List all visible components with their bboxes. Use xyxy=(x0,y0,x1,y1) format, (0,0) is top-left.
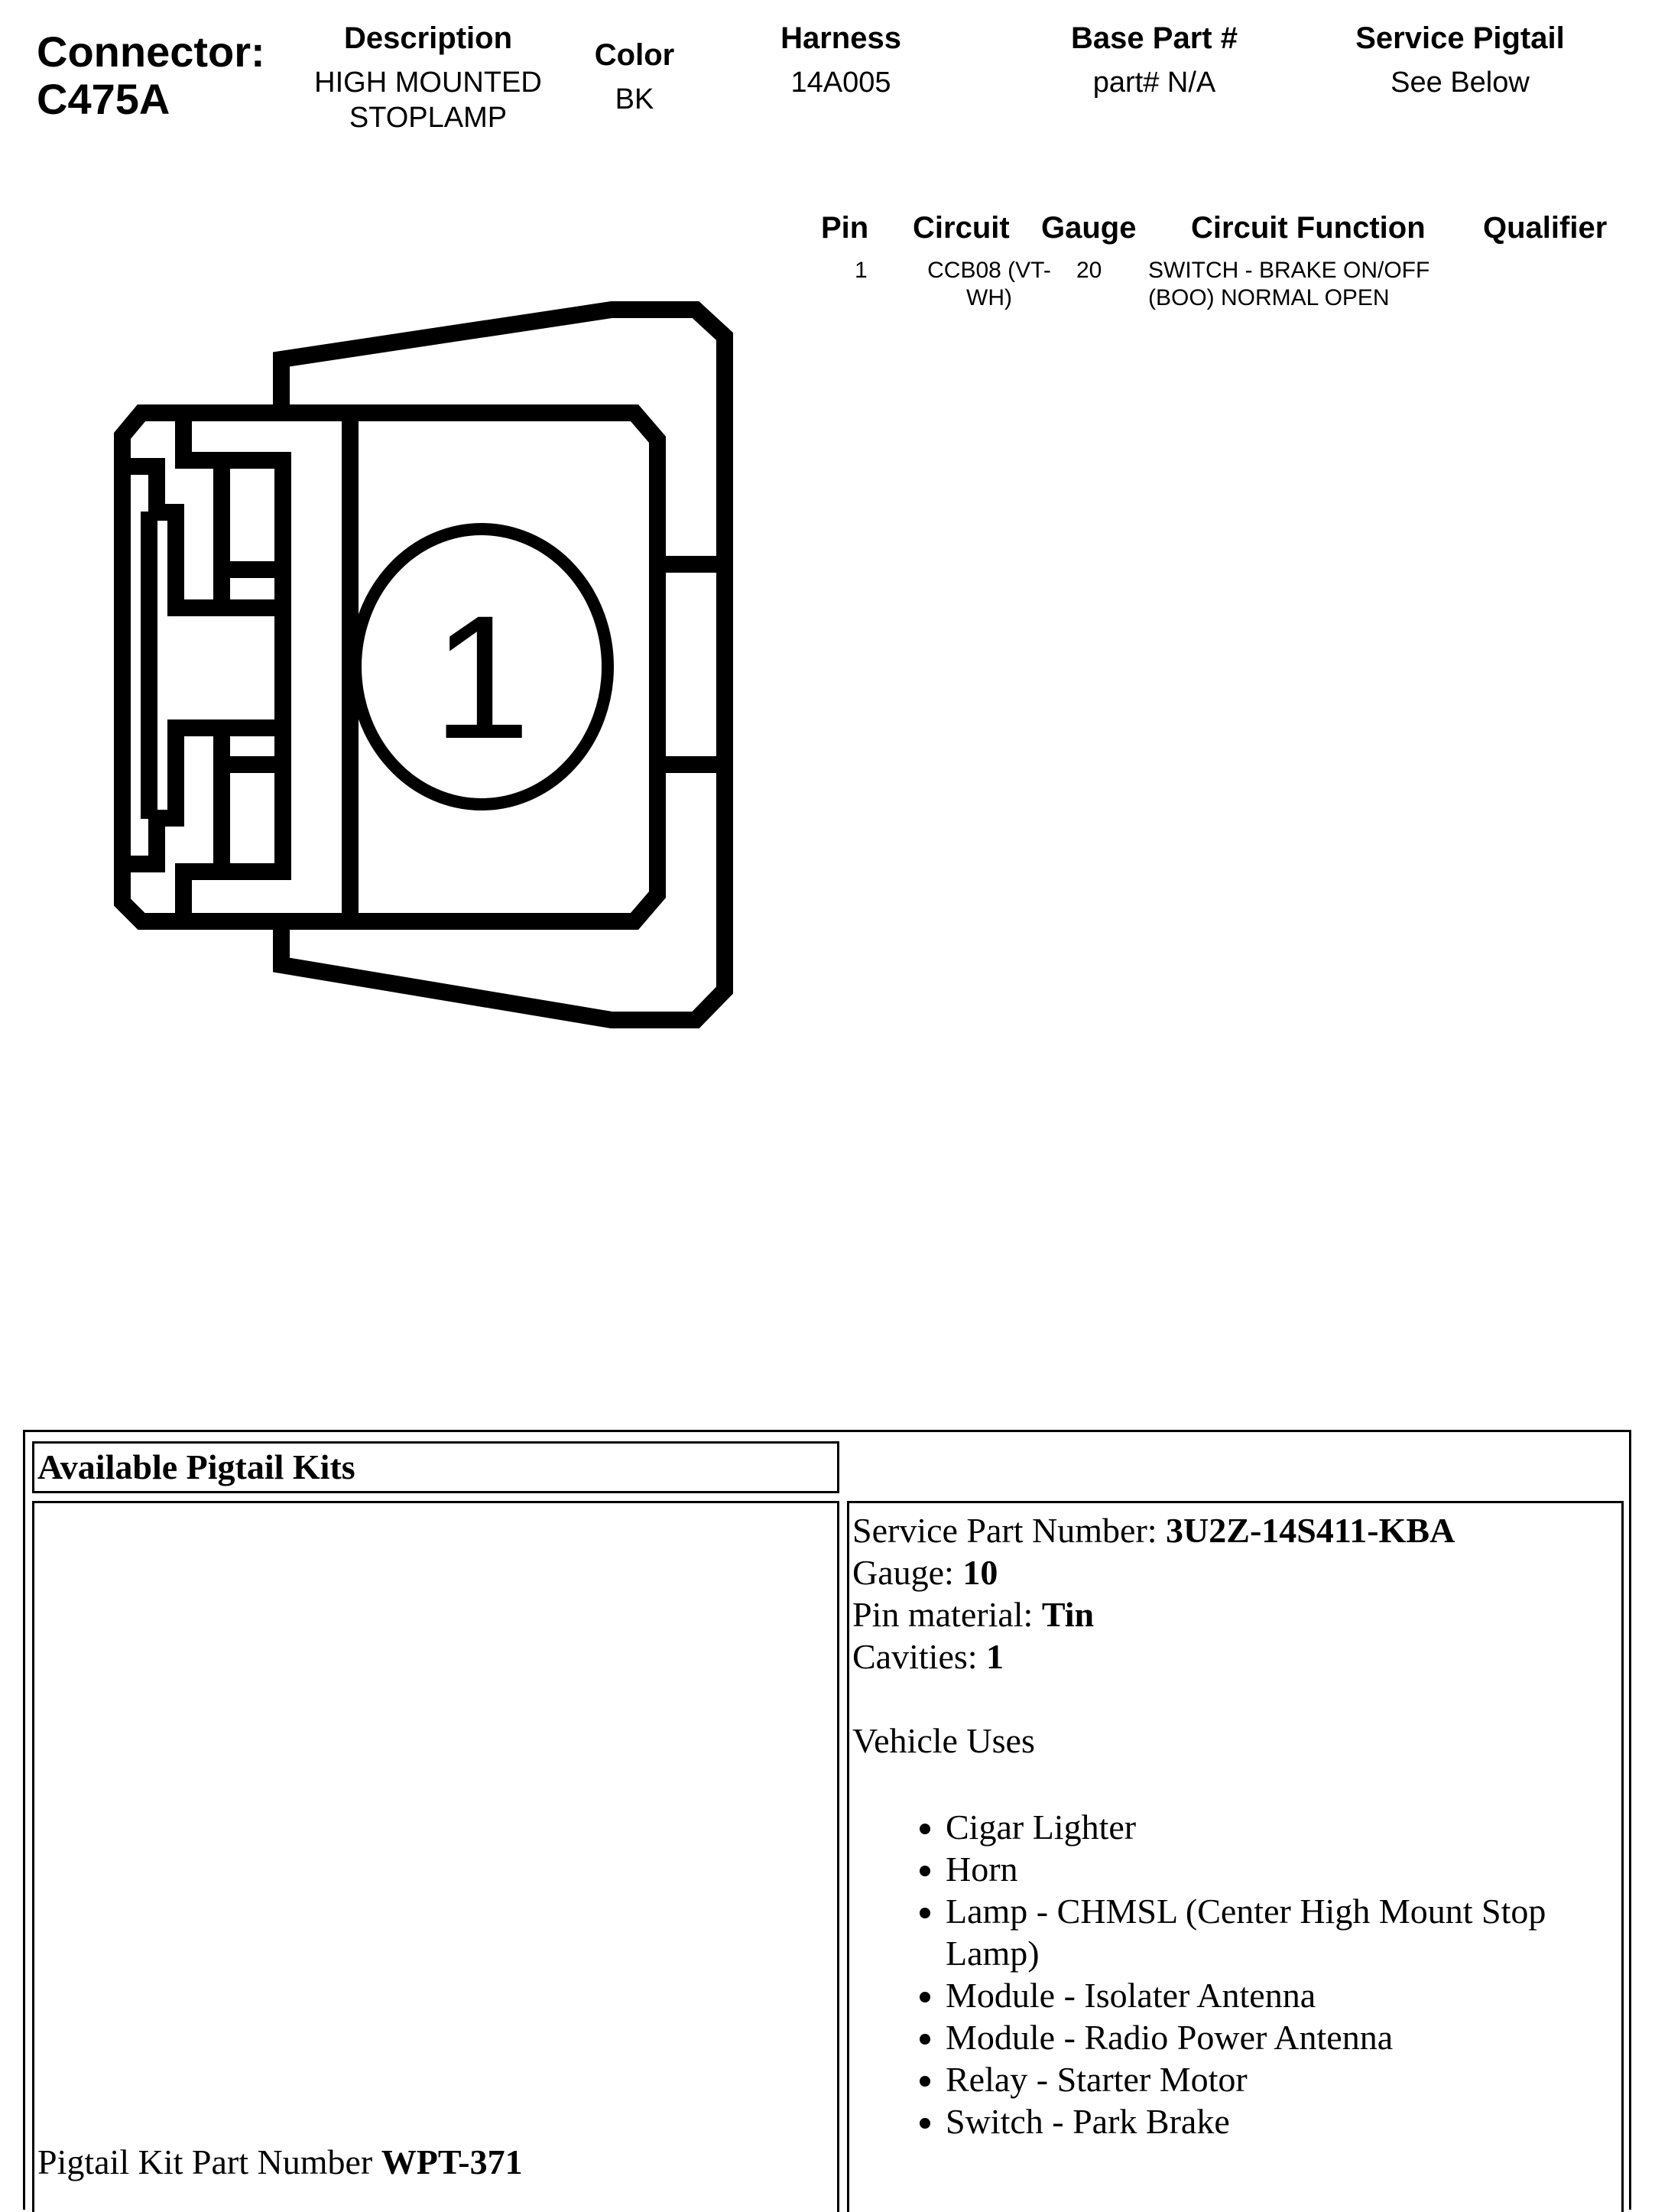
base-part-column xyxy=(1024,21,1284,100)
pigtail-details-cell xyxy=(847,1501,1624,2212)
service-part-number xyxy=(852,1509,1621,1551)
service-part-value: 3U2Z-14S411-KBA xyxy=(1166,1511,1455,1550)
function-line2: (BOO) NORMAL OPEN xyxy=(1148,285,1390,310)
connector-outline xyxy=(122,310,725,1020)
harness-column xyxy=(734,21,948,100)
circuit-function-header: Circuit Function xyxy=(1191,211,1426,245)
pin-material-label: Pin material: xyxy=(852,1595,1042,1634)
pin-material-value: Tin xyxy=(1041,1595,1095,1634)
circuit-line1: CCB08 (VT- xyxy=(927,258,1051,283)
pigtail-details xyxy=(849,1503,1621,2142)
list-item: • Module - Isolater Antenna xyxy=(946,1974,1606,2016)
pin-header: Pin xyxy=(821,211,869,245)
pigtail-kit-part-number xyxy=(37,2141,523,2183)
description-line1: HIGH MOUNTED xyxy=(314,67,542,99)
pigtail-section-title: Available Pigtail Kits xyxy=(37,1447,355,1486)
cavity-number: 1 xyxy=(433,579,531,775)
vehicle-uses-label: Vehicle Uses xyxy=(852,1721,1035,1760)
pin-material-line xyxy=(852,1593,1621,1635)
gauge-cell: 20 xyxy=(1076,258,1102,283)
gauge-line xyxy=(852,1551,1621,1593)
service-pigtail-value: See Below xyxy=(1391,67,1530,99)
kit-part-label: Pigtail Kit Part Number xyxy=(37,2142,381,2181)
list-item: • Horn xyxy=(946,1848,1606,1890)
function-line1: SWITCH - BRAKE ON/OFF xyxy=(1148,258,1430,283)
kit-part-value: WPT-371 xyxy=(381,2142,523,2181)
circuit-cell xyxy=(897,257,1081,312)
description-column xyxy=(290,21,566,135)
gauge-value: 10 xyxy=(962,1553,998,1592)
circuit-header: Circuit xyxy=(913,211,1010,245)
qualifier-header: Qualifier xyxy=(1483,211,1608,245)
base-part-label: Base Part # xyxy=(1071,21,1238,55)
description-line2: STOPLAMP xyxy=(349,102,508,134)
circuit-line2: WH) xyxy=(966,285,1012,310)
connector-face-diagram xyxy=(107,291,749,1040)
pin-number: 1 xyxy=(855,258,868,283)
pin-table xyxy=(810,211,1621,318)
cavities-line xyxy=(852,1635,1621,1678)
base-part-value: part# N/A xyxy=(1092,67,1216,99)
list-item: • Module - Radio Power Antenna xyxy=(946,2016,1606,2058)
pigtail-image-cell xyxy=(32,1501,839,2212)
color-label: Color xyxy=(594,38,675,72)
list-item: • Switch - Park Brake xyxy=(946,2100,1606,2142)
connector-id: C475A xyxy=(37,75,170,123)
gauge-label: Gauge: xyxy=(852,1553,963,1592)
list-item: • Lamp - CHMSL (Center High Mount Stop Lamp) xyxy=(946,1890,1606,1974)
cavities-label: Cavities: xyxy=(852,1637,987,1676)
pigtail-title-cell xyxy=(32,1441,839,1493)
list-item: • Relay - Starter Motor xyxy=(946,2058,1606,2100)
cavities-value: 1 xyxy=(986,1637,1004,1676)
connector-label: Connector: xyxy=(37,28,265,76)
gauge-header: Gauge xyxy=(1041,211,1137,245)
service-pigtail-column xyxy=(1315,21,1605,100)
color-value: BK xyxy=(615,83,654,115)
color-column xyxy=(566,38,703,117)
service-pigtail-label: Service Pigtail xyxy=(1355,21,1565,55)
vehicle-uses-list xyxy=(852,1806,1621,2142)
harness-value: 14A005 xyxy=(790,67,891,99)
function-cell xyxy=(1148,257,1429,312)
description-label: Description xyxy=(343,21,513,55)
list-item: • Cigar Lighter xyxy=(946,1806,1606,1848)
harness-label: Harness xyxy=(780,21,901,55)
service-part-label: Service Part Number: xyxy=(852,1511,1167,1550)
